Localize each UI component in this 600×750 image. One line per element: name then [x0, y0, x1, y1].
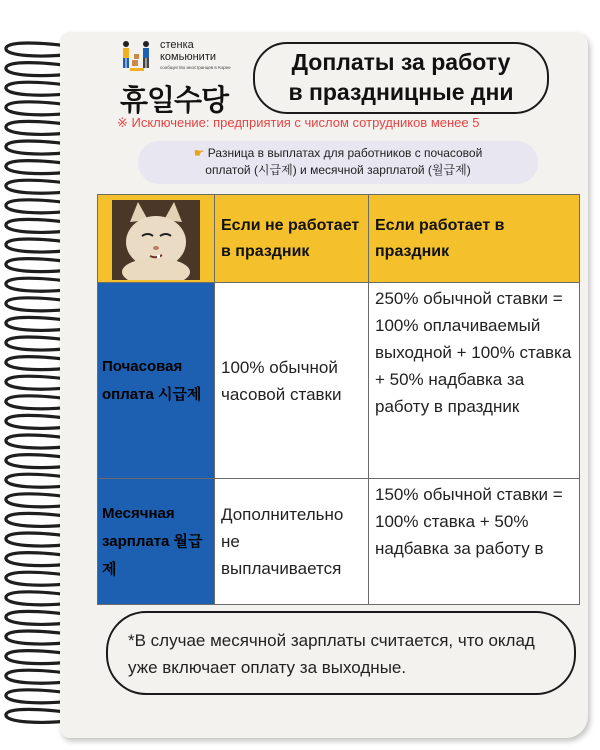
logo: [118, 38, 258, 117]
table-header-row: [98, 195, 580, 283]
people-with-boxes-icon: [118, 38, 158, 78]
table-row: [98, 283, 580, 479]
title-pill: [253, 42, 549, 114]
row-label-hourly: Почасовая оплата 시급제: [98, 283, 215, 479]
monthly-working: 150% обычной ставки = 100% ставка + 50% надбавка за работу в: [369, 479, 580, 605]
footnote-pill: [106, 611, 576, 695]
pointing-hand-icon: ☛: [193, 146, 205, 160]
difference-note: ☛ Разница в выплатах для работников с почасовой оплатой (시급제) и месячной зарплатой (월급제): [138, 141, 538, 184]
table-row: [98, 479, 580, 605]
logo-korean-title: 휴일수당: [120, 83, 229, 117]
page-title: Доплаты за работу в праздницные дни: [288, 49, 514, 105]
cat-photo-cell: [98, 195, 215, 283]
header-not-working: Если не работает в праздник: [215, 195, 369, 283]
hourly-working: 250% обычной ставки = 100% оплачиваемый выходной + 100% ставка + 50% надбавка за работу в праздник: [369, 283, 580, 479]
logo-tagline: сообщество иностранцев в Корее: [160, 65, 231, 70]
comparison-table: [97, 194, 580, 605]
exception-note: ※ Исключение: предприятия с числом сотрудников менее 5: [117, 115, 480, 130]
footnote-text: *В случае месячной зарплаты считается, что оклад уже включает оплату за выходные.: [128, 631, 535, 677]
monthly-not-working: Дополнительно не выплачивается: [215, 479, 369, 605]
header-working: Если работает в праздник: [369, 195, 580, 283]
logo-name: стенка комьюнити: [160, 39, 216, 63]
cat-photo: [112, 200, 200, 280]
row-label-monthly: Месячная зарплата 월급제: [98, 479, 215, 605]
hourly-not-working: 100% обычной часовой ставки: [215, 283, 369, 479]
